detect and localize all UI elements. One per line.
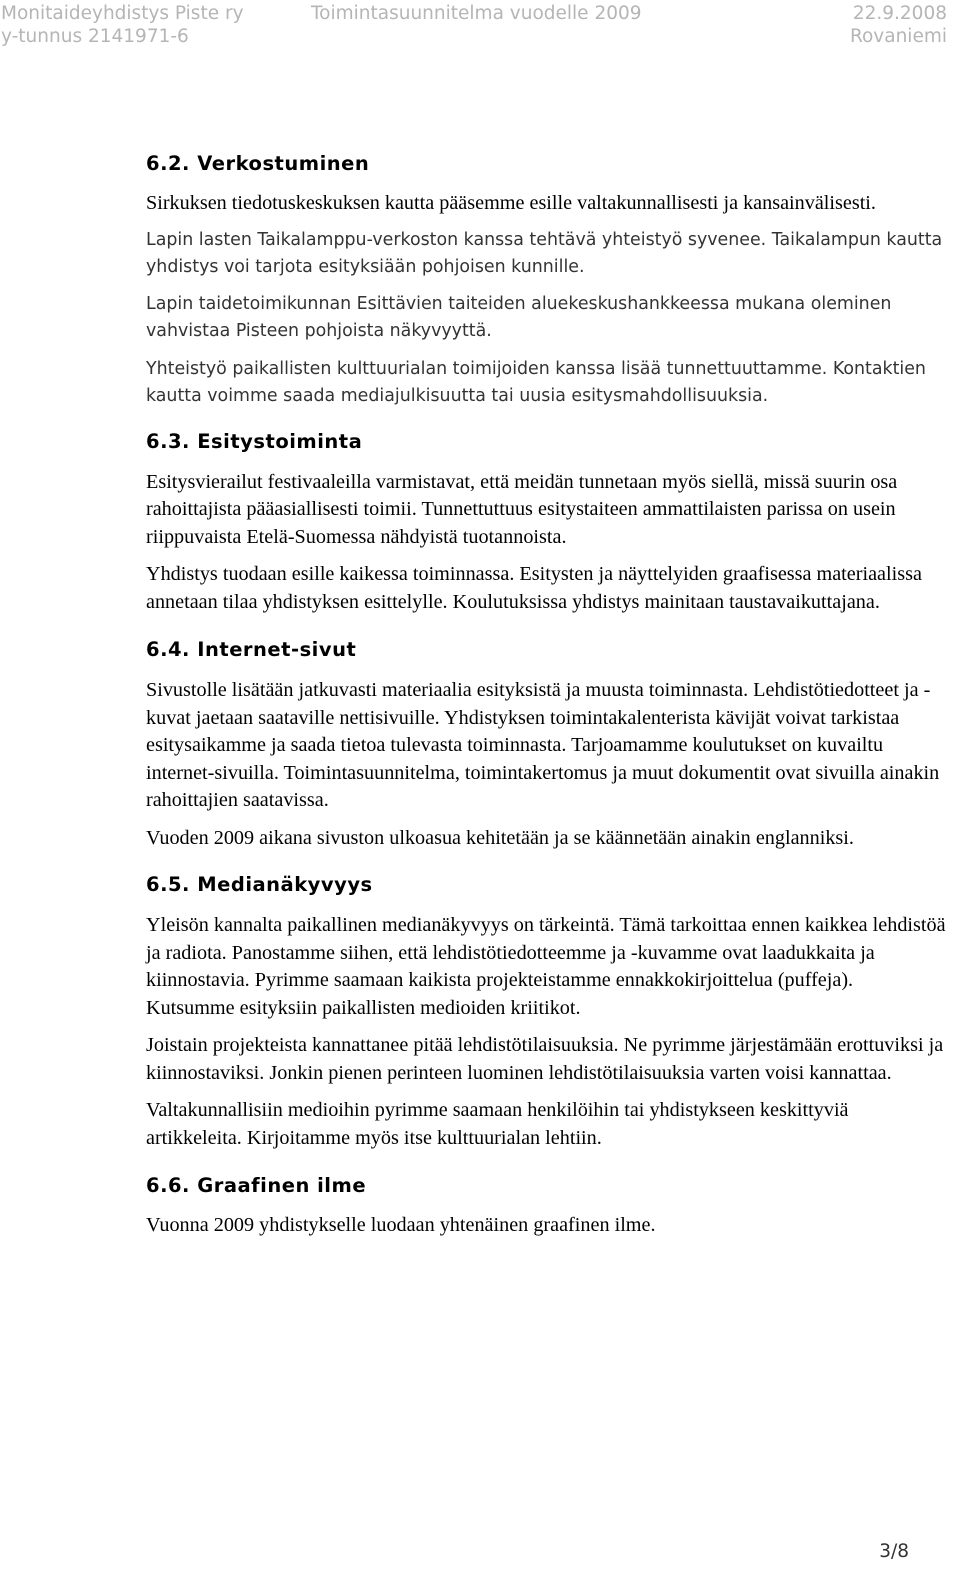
paragraph: Yleisön kannalta paikallinen medianäkyvyys on tärkeintä. Tämä tarkoittaa ennen kaikkea lehdistöä ja radiota. Panostamme siihen, että lehdistötiedotteemme ja -kuvamme ovat laadukkaita ja kiinnostavia. Pyrimme saamaan kaikista projekteistamme ennakkokirjoittelua (puffeja). Kutsumme esityksiin paikallisten medioiden kriitikot.: [146, 914, 946, 1019]
paragraph: Vuonna 2009 yhdistykselle luodaan yhtenäinen graafinen ilme.: [146, 1214, 656, 1236]
section-heading-esitystoiminta: 6.3. Esitystoiminta: [146, 429, 363, 453]
header-row-2: [0, 23, 960, 50]
paragraph: Sivustolle lisätään jatkuvasti materiaalia esityksistä ja muusta toiminnasta. Lehdistötiedotteet ja -kuvat jaetaan saataville nettisivuille. Yhdistyksen toimintakalenterista kävijät voivat tarkistaa esitysaikamme ja saada tietoa tulevasta toiminnasta. Tarjoamamme koulutukset on kuvailtu internet-sivuilla. Toimintasuunnitelma, toimintakertomus ja muut dokumentit ovat sivuilla ainakin rahoittajien saatavissa.: [146, 679, 940, 811]
paragraph: Lapin lasten Taikalamppu-verkoston kanssa tehtävä yhteistyö syvenee. Taikalampun kautta yhdistys voi tarjota esityksiään pohjoisen kunnille.: [146, 229, 943, 277]
organization-name: Monitaideyhdistys Piste ry: [1, 3, 244, 24]
section-heading-internet-sivut: 6.4. Internet-sivut: [146, 638, 357, 661]
document-title: Toimintasuunnitelma vuodelle 2009: [311, 3, 642, 24]
paragraph: Joistain projekteista kannattanee pitää lehdistötilaisuuksia. Ne pyrimme järjestämään erottuviksi ja kiinnostaviksi. Jonkin pienen perinteen luominen lehdistötilaisuuksia varten voisi kannattaa.: [146, 1034, 944, 1084]
section-heading-medianakyvyys: 6.5. Medianäkyvyys: [146, 873, 373, 896]
paragraph: Yhdistys tuodaan esille kaikessa toiminnassa. Esitysten ja näyttelyiden graafisessa materiaalissa annetaan tilaa yhdistyksen esittelylle. Koulutuksissa yhdistys mainitaan taustavaikuttajana.: [146, 563, 922, 613]
section-heading-verkostuminen: 6.2. Verkostuminen: [146, 152, 370, 175]
page-header: [0, 0, 960, 56]
paragraph: Esitysvierailut festivaaleilla varmistavat, että meidän tunnetaan myös siellä, missä suurin osa rahoittajista pääasiallisesti toimii. Tunnettuttuus esitystaiteen ammattilaisten parissa on usein riippuvaista Etelä-Suomessa nähdyistä tuotannoista.: [146, 470, 898, 548]
document-place: Rovaniemi: [849, 26, 947, 47]
paragraph: Valtakunnallisiin medioihin pyrimme saamaan henkilöihin tai yhdistykseen keskittyviä artikkeleita. Kirjoitamme myös itse kulttuurialan lehtiin.: [146, 1099, 849, 1149]
paragraph: Lapin taidetoimikunnan Esittävien taiteiden aluekeskushankkeessa mukana oleminen vahvistaa Pisteen pohjoista näkyvyyttä.: [146, 293, 892, 341]
paragraph: Yhteistyö paikallisten kulttuurialan toimijoiden kanssa lisää tunnettuuttamme. Kontaktien kautta voimme saada mediajulkisuutta tai uusia esitysmahdollisuuksia.: [146, 358, 926, 406]
document-date: 22.9.2008: [852, 3, 947, 24]
paragraph: Vuoden 2009 aikana sivuston ulkoasua kehitetään ja se käännetään ainakin englanniksi.: [146, 826, 854, 849]
section-heading-graafinen-ilme: 6.6. Graafinen ilme: [146, 1174, 367, 1197]
paragraph: Sirkuksen tiedotuskeskuksen kautta pääsemme esille valtakunnallisesti ja kansainvälisesti.: [146, 192, 876, 214]
business-id: y-tunnus 2141971-6: [1, 26, 189, 47]
document-body: [146, 150, 946, 1240]
page-number: 3/8: [879, 1541, 909, 1562]
